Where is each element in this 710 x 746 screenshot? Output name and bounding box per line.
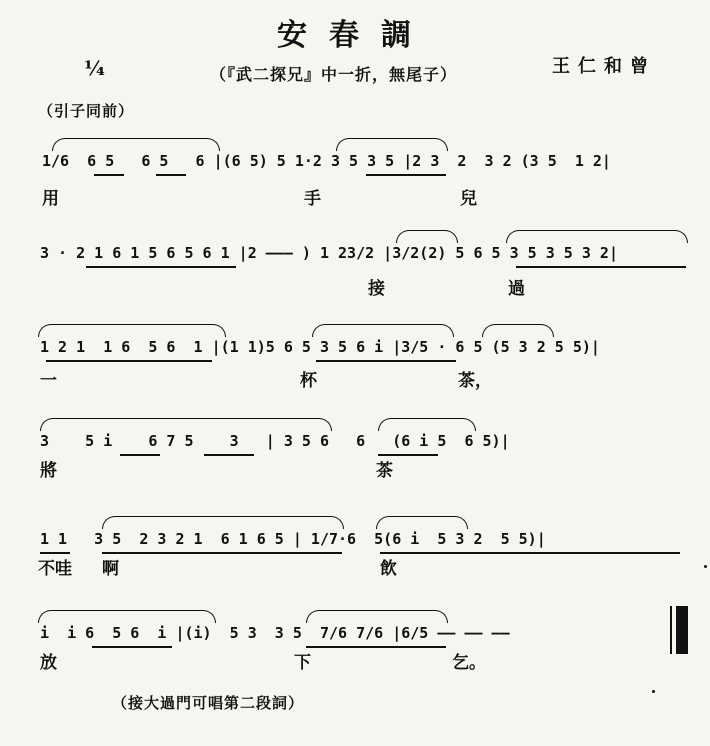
- underline-mark: [92, 646, 172, 648]
- lyric: 將: [40, 461, 57, 481]
- footnote: （接大過門可唱第二段詞）: [112, 694, 305, 712]
- slur-mark: [40, 418, 332, 431]
- underline-mark: [316, 360, 456, 362]
- slur-mark: [102, 516, 344, 529]
- lyric: 茶，: [458, 371, 492, 391]
- lyric: 飲: [380, 559, 397, 579]
- lyric: 一: [40, 371, 57, 391]
- notation-line: 3 5 i 6 7 5 3 | 3 5 6 6 (6 i 5 6 5)|: [40, 432, 510, 450]
- underline-mark: [204, 454, 254, 456]
- page-title: 安春調: [277, 18, 433, 53]
- underline-mark: [94, 174, 124, 176]
- lyric: 兒: [460, 189, 477, 209]
- lyric: 不哇: [38, 559, 72, 579]
- final-barline-thin: [670, 606, 672, 654]
- underline-mark: [380, 552, 680, 554]
- lyric: 手: [304, 189, 321, 209]
- slur-mark: [38, 324, 226, 337]
- underline-mark: [156, 174, 186, 176]
- lyric: 放: [40, 653, 57, 673]
- slur-mark: [506, 230, 688, 243]
- underline-mark: [102, 552, 342, 554]
- lyric: 過: [508, 279, 525, 299]
- slur-mark: [376, 516, 468, 529]
- lyric: 乞。: [452, 653, 486, 673]
- lyric: 下: [294, 653, 311, 673]
- underline-mark: [86, 266, 236, 268]
- underline-mark: [120, 454, 160, 456]
- slur-mark: [482, 324, 554, 337]
- intro-note: （引子同前）: [38, 102, 135, 120]
- slur-mark: [52, 138, 220, 151]
- notation-line: 3 · 2 1 6 1 5 6 5 6 1 |2 ——— ) 1 23/2 |3/2(2) 5 6 5 3 5 3 5 3 2|: [40, 244, 618, 262]
- lyric: 茶: [376, 461, 393, 481]
- notation-line: 1 2 1 1 6 5 6 1 |(1 1)5 6 5 3 5 6 i |3/5 · 6 5 (5 3 2 5 5)|: [40, 338, 600, 356]
- underline-mark: [516, 266, 686, 268]
- slur-mark: [336, 138, 448, 151]
- lyric: 啊: [102, 559, 119, 579]
- slur-mark: [312, 324, 454, 337]
- subtitle: （『武二探兄』中一折，無尾子）: [210, 65, 458, 84]
- stray-mark: [704, 565, 707, 568]
- slur-mark: [38, 610, 216, 623]
- time-signature: ¼: [84, 56, 105, 80]
- notation-line: 1/6 6 5 6 5 6 |(6 5) 5 1·2 3 5 3 5 |2 3 2 3 2 (3 5 1 2|: [42, 152, 611, 170]
- notation-line: i i 6 5 6 i |(i) 5 3 3 5 7/6 7/6 |6/5 —— —— ——: [40, 624, 510, 642]
- underline-mark: [46, 360, 212, 362]
- credit: 王仁和曾: [552, 56, 656, 77]
- lyric: 接: [368, 279, 385, 299]
- lyric: 杯: [300, 371, 317, 391]
- slur-mark: [396, 230, 458, 243]
- underline-mark: [306, 646, 446, 648]
- final-barline-thick: [676, 606, 688, 654]
- underline-mark: [366, 174, 446, 176]
- slur-mark: [306, 610, 448, 623]
- stray-mark: [652, 690, 655, 693]
- notation-line: 1 1 3 5 2 3 2 1 6 1 6 5 | 1/7·6 5(6 i 5 3 2 5 5)|: [40, 530, 546, 548]
- slur-mark: [378, 418, 476, 431]
- lyric: 用: [42, 189, 59, 209]
